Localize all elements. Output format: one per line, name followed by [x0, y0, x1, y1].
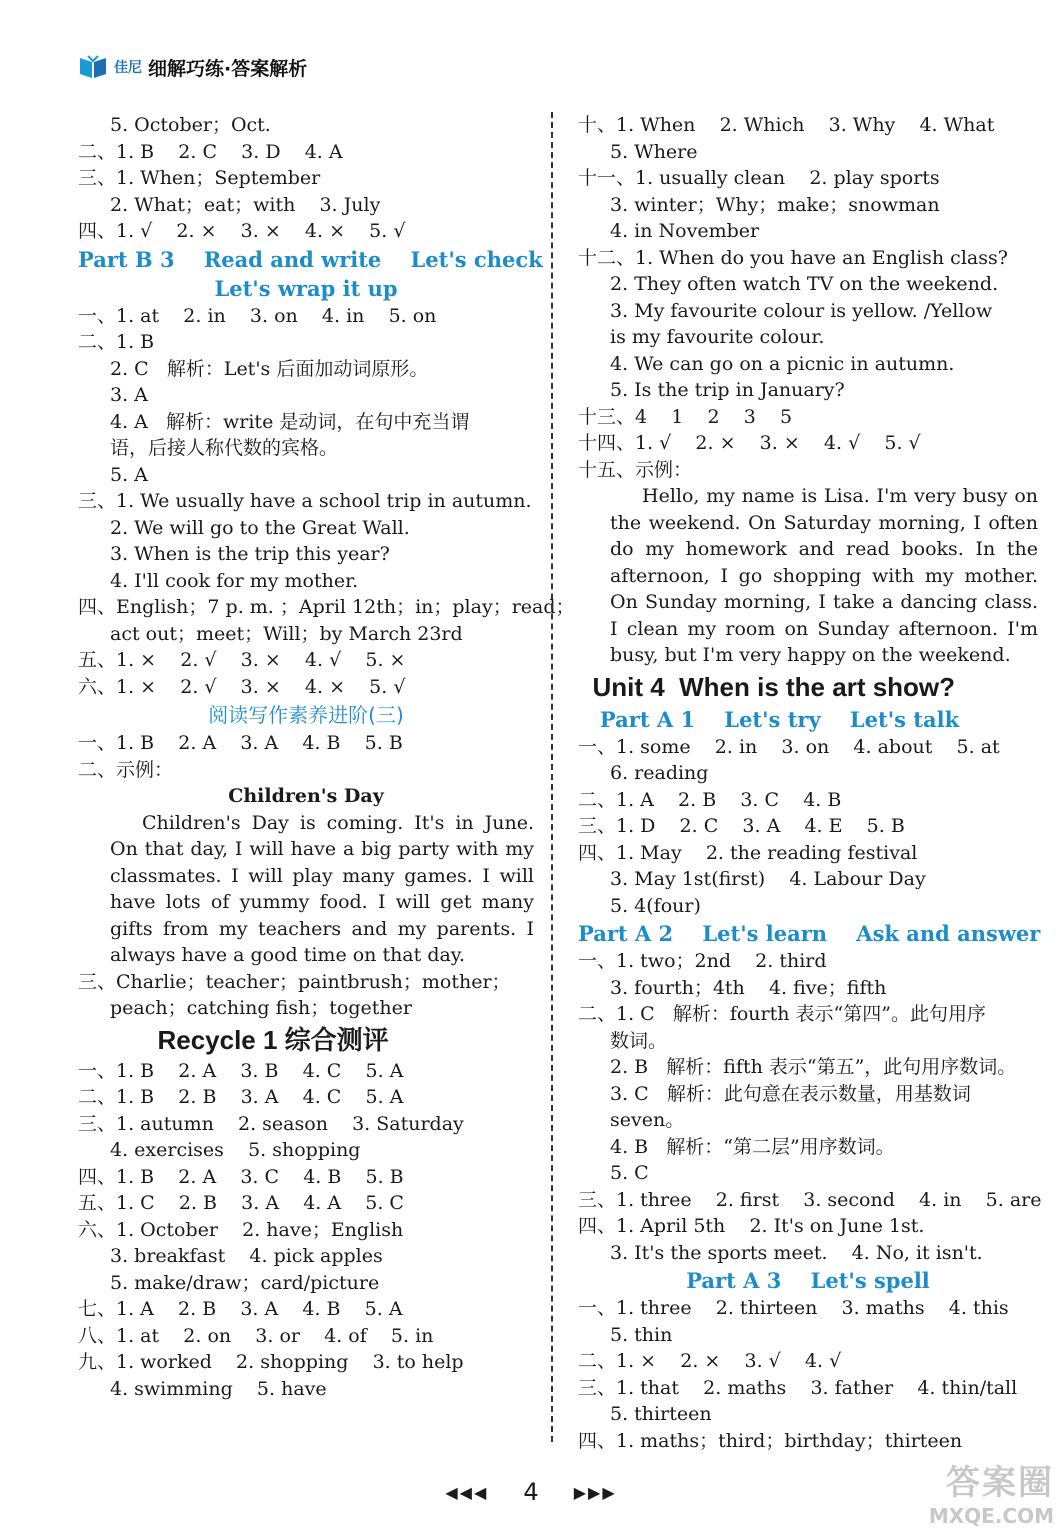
- right-line: seven。: [610, 1109, 685, 1131]
- right-line: 5. 4(four): [610, 894, 701, 917]
- left-line: act out；meet；Will；by March 23rd: [110, 622, 463, 645]
- right-line: 5. Where: [610, 140, 698, 163]
- left-line: 七、1. A 2. B 3. A 4. B 5. A: [78, 1298, 403, 1320]
- right-line: 十、1. When 2. Which 3. Why 4. What: [578, 114, 995, 136]
- left-line: Part B 3 Read and write Let's check: [78, 246, 543, 272]
- left-line: peach；catching fish；together: [110, 997, 412, 1019]
- right-line: 6. reading: [610, 762, 709, 784]
- left-line: 阅读写作素养进阶(三): [208, 703, 404, 727]
- right-line: 十二、1. When do you have an English class?: [578, 246, 1008, 269]
- left-line: 4. A 解析：write 是动词，在句中充当谓: [110, 410, 470, 433]
- left-line: 二、1. B: [78, 331, 155, 353]
- right-line: is my favourite colour.: [610, 326, 825, 348]
- left-line: 2. C 解析：Let's 后面加动词原形。: [110, 357, 429, 380]
- left-line: Recycle 1 综合测评: [78, 1024, 389, 1055]
- left-line: 3. breakfast 4. pick apples: [110, 1245, 383, 1267]
- right-line: 3. winter；Why；make；snowman: [610, 193, 940, 216]
- right-line: 十五、示例：: [578, 458, 693, 481]
- left-line: 3. A: [110, 384, 148, 406]
- left-line: 五、1. C 2. B 3. A 4. A 5. C: [78, 1192, 404, 1214]
- page-footer: [0, 1478, 1062, 1506]
- right-line: Hello, my name is Lisa. I'm very busy on the weekend. On Saturday morning, I often do my homework and read books. In the afternoon, I go shopping with my mother. On Sunday morning, I take a dancing class. I clean my room on Sunday afternoon. I'm busy, but I'm very happy on the weekend.: [610, 485, 1038, 666]
- right-column: [578, 112, 1042, 1454]
- left-line: 4. swimming 5. have: [110, 1377, 327, 1400]
- right-line: 4. We can go on a picnic in autumn.: [610, 352, 955, 375]
- page-number: 4: [523, 1478, 539, 1506]
- left-line: 九、1. worked 2. shopping 3. to help: [78, 1351, 464, 1373]
- right-line: 一、1. two；2nd 2. third: [578, 950, 827, 972]
- right-line: Unit 4 When is the art show?: [578, 671, 956, 702]
- left-line: 语，后接人称代数的宾格。: [110, 437, 339, 459]
- right-line: 3. May 1st(first) 4. Labour Day: [610, 868, 926, 890]
- right-line: 3. C 解析：此句意在表示数量，用基数词: [610, 1082, 971, 1105]
- left-line: 四、1. B 2. A 3. C 4. B 5. B: [78, 1165, 404, 1188]
- header-title: 细解巧练·答案解析: [148, 57, 308, 80]
- left-line: Children's Day: [228, 785, 384, 807]
- right-line: 数词。: [610, 1029, 668, 1052]
- left-column: [78, 112, 575, 1402]
- next-page-arrows-icon[interactable]: ▶▶▶: [573, 1482, 617, 1502]
- right-line: Part A 1 Let's try Let's talk: [578, 706, 960, 732]
- right-line: 5. C: [610, 1162, 649, 1184]
- prev-page-arrows-icon[interactable]: ◀◀◀: [445, 1482, 489, 1502]
- right-line: 二、1. C 解析：fourth 表示“第四”。此句用序: [578, 1003, 986, 1025]
- right-line: 三、1. three 2. first 3. second 4. in 5. are: [578, 1188, 1042, 1211]
- right-line: 3. fourth；4th 4. five；fifth: [610, 976, 887, 999]
- right-line: 十四、1. √ 2. × 3. × 4. √ 5. √: [578, 432, 921, 454]
- left-line: 5. October；Oct.: [110, 114, 271, 136]
- right-line: 三、1. that 2. maths 3. father 4. thin/tall: [578, 1376, 1018, 1399]
- left-line: 4. exercises 5. shopping: [110, 1139, 361, 1161]
- right-line: 二、1. A 2. B 3. C 4. B: [578, 788, 842, 811]
- left-line: 四、1. √ 2. × 3. × 4. × 5. √: [78, 220, 406, 242]
- page-header: [78, 52, 307, 82]
- left-line: 四、English；7 p. m. ；April 12th；in；play；read；: [78, 596, 575, 618]
- left-line: 八、1. at 2. on 3. or 4. of 5. in: [78, 1324, 434, 1347]
- left-line: 三、1. When；September: [78, 167, 321, 189]
- left-line: 5. make/draw；card/picture: [110, 1271, 380, 1294]
- left-line: 2. We will go to the Great Wall.: [110, 516, 410, 539]
- right-line: 5. Is the trip in January?: [610, 379, 845, 401]
- right-line: 3. My favourite colour is yellow. /Yellow: [610, 299, 993, 322]
- right-line: 4. B 解析：“第二层”用序数词。: [610, 1135, 895, 1158]
- right-line: 4. in November: [610, 220, 760, 242]
- book-logo-icon: [78, 54, 108, 80]
- left-line: 一、1. B 2. A 3. A 4. B 5. B: [78, 732, 403, 754]
- left-line: 2. What；eat；with 3. July: [110, 193, 381, 216]
- left-line: 一、1. at 2. in 3. on 4. in 5. on: [78, 304, 437, 327]
- right-line: 5. thirteen: [610, 1403, 712, 1425]
- left-line: 二、示例：: [78, 758, 174, 781]
- left-line: Let's wrap it up: [214, 275, 398, 301]
- right-line: 2. They often watch TV on the weekend.: [610, 273, 999, 295]
- right-line: 一、1. three 2. thirteen 3. maths 4. this: [578, 1297, 1009, 1319]
- left-line: Children's Day is coming. It's in June. On that day, I will have a big party with my classmates. I will play many games. I will have lots of yummy food. I will get many gifts from my teachers and my parents. I always have a good time on that day.: [110, 811, 534, 966]
- right-line: 十三、4 1 2 3 5: [578, 405, 793, 428]
- left-line: 5. A: [110, 463, 148, 486]
- right-line: 5. thin: [610, 1323, 673, 1346]
- right-line: 3. It's the sports meet. 4. No, it isn't.: [610, 1241, 983, 1264]
- left-line: 三、1. autumn 2. season 3. Saturday: [78, 1112, 464, 1135]
- left-line: 五、1. × 2. √ 3. × 4. √ 5. ×: [78, 649, 406, 671]
- right-line: Part A 3 Let's spell: [686, 1268, 930, 1293]
- left-line: 3. When is the trip this year?: [110, 543, 390, 565]
- left-line: 三、1. We usually have a school trip in autumn.: [78, 490, 532, 512]
- left-line: 二、1. B 2. B 3. A 4. C 5. A: [78, 1086, 404, 1108]
- right-line: 四、1. maths；third；birthday；thirteen: [578, 1429, 963, 1452]
- right-line: 四、1. April 5th 2. It's on June 1st.: [578, 1215, 925, 1237]
- left-line: 二、1. B 2. C 3. D 4. A: [78, 140, 343, 163]
- watermark: [929, 1455, 1054, 1528]
- left-line: 一、1. B 2. A 3. B 4. C 5. A: [78, 1059, 404, 1082]
- right-line: 十一、1. usually clean 2. play sports: [578, 167, 940, 189]
- left-line: 4. I'll cook for my mother.: [110, 569, 359, 592]
- left-line: 六、1. October 2. have；English: [78, 1218, 404, 1241]
- right-line: 二、1. × 2. × 3. √ 4. √: [578, 1350, 842, 1372]
- right-line: 2. B 解析：fifth 表示“第五”，此句用序数词。: [610, 1056, 1017, 1078]
- left-line: 三、Charlie；teacher；paintbrush；mother；: [78, 970, 511, 993]
- right-line: Part A 2 Let's learn Ask and answer: [578, 921, 1041, 946]
- column-divider: [551, 112, 553, 1442]
- right-line: 三、1. D 2. C 3. A 4. E 5. B: [578, 815, 905, 837]
- watermark-main: 答案圈: [946, 1463, 1054, 1503]
- right-line: 四、1. May 2. the reading festival: [578, 841, 918, 864]
- watermark-url: MXQE.COM: [928, 1504, 1054, 1528]
- left-line: 六、1. × 2. √ 3. × 4. × 5. √: [78, 675, 406, 698]
- brand-name: 佳尼: [114, 60, 142, 76]
- right-line: 一、1. some 2. in 3. on 4. about 5. at: [578, 735, 1000, 758]
